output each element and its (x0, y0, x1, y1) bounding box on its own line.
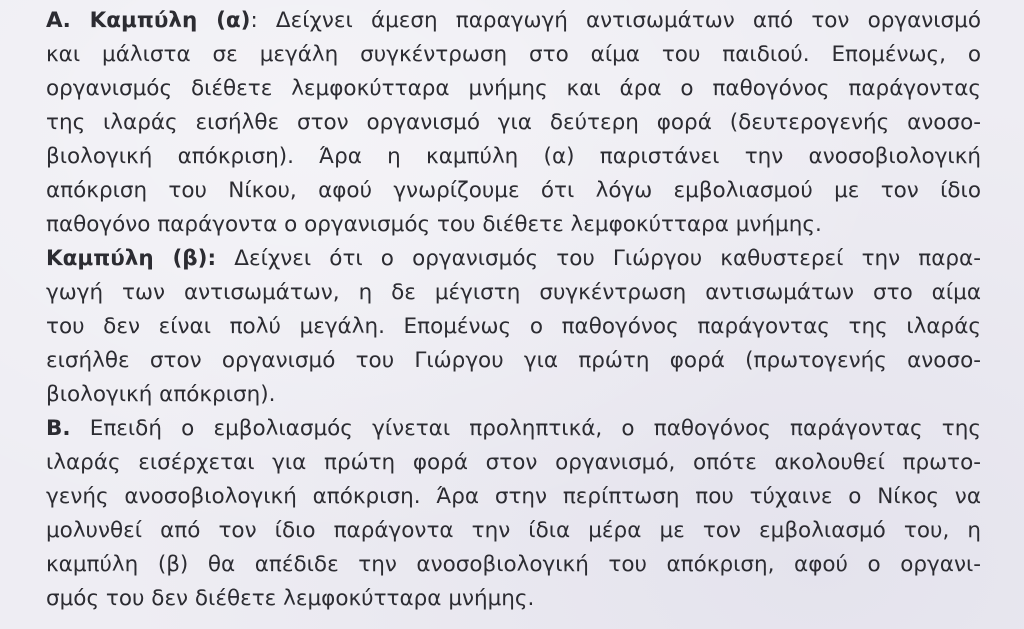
section-a-label: Α. Καμπύλη (α) (46, 8, 251, 33)
paragraph-a-line-2 (46, 38, 981, 72)
text-span: απόκριση του Νίκου, αφού γνωρίζουμε ότι λόγω εμβολιασμού με τον ίδιο (46, 178, 981, 203)
text-span: βιολογική απόκριση). (46, 382, 276, 407)
paragraph-curve-b-line-3 (46, 310, 981, 344)
paragraph-curve-b-line-5 (46, 378, 981, 412)
paragraph-curve-b-line-4 (46, 344, 981, 378)
text-span: παθογόνο παράγοντα ο οργανισμός του διέθετε λεμφοκύτταρα μνήμης. (46, 212, 822, 237)
section-b-label: Β. (46, 416, 71, 441)
paragraph-b-line-3 (46, 480, 981, 514)
text-span: και μάλιστα σε μεγάλη συγκέντρωση στο αίμα του παιδιού. Επομένως, ο (46, 42, 981, 67)
answer-text (46, 4, 981, 616)
paragraph-curve-b-line-1 (46, 242, 981, 276)
text-span: εισήλθε στον οργανισμό του Γιώργου για πρώτη φορά (πρωτογενής ανοσο- (46, 348, 981, 373)
paragraph-curve-b-line-2 (46, 276, 981, 310)
text-span: Δείχνει ότι ο οργανισμός του Γιώργου καθυστερεί την παρα- (216, 246, 981, 271)
text-span: γενής ανοσοβιολογική απόκριση. Άρα στην περίπτωση που τύχαινε ο Νίκος να (46, 484, 981, 509)
text-span: βιολογική απόκριση). Άρα η καμπύλη (α) παριστάνει την ανοσοβιολογική (46, 144, 981, 169)
text-span: μολυνθεί από τον ίδιο παράγοντα την ίδια μέρα με τον εμβολιασμό του, η (46, 518, 981, 543)
text-span: οργανισμός διέθετε λεμφοκύτταρα μνήμης και άρα ο παθογόνος παράγοντας (46, 76, 981, 101)
paragraph-b-line-5 (46, 548, 981, 582)
paragraph-b-line-4 (46, 514, 981, 548)
section-curve-b-label: Καμπύλη (β): (46, 246, 217, 271)
paragraph-a-line-3 (46, 72, 981, 106)
paragraph-a-line-7 (46, 208, 981, 242)
text-span: καμπύλη (β) θα απέδιδε την ανοσοβιολογική του απόκριση, αφού ο οργανι- (46, 552, 981, 577)
paragraph-b-line-2 (46, 446, 981, 480)
paragraph-a-line-4 (46, 106, 981, 140)
paragraph-b-line-6 (46, 582, 981, 616)
paragraph-a-line-1 (46, 4, 981, 38)
paragraph-a-line-6 (46, 174, 981, 208)
paragraph-b-line-1 (46, 412, 981, 446)
text-span: της ιλαράς εισήλθε στον οργανισμό για δεύτερη φορά (δευτερογενής ανοσο- (46, 110, 981, 135)
paragraph-a-line-5 (46, 140, 981, 174)
text-span: Επειδή ο εμβολιασμός γίνεται προληπτικά, ο παθογόνος παράγοντας της (70, 416, 981, 441)
text-span: του δεν είναι πολύ μεγάλη. Επομένως ο παθογόνος παράγοντας της ιλαράς (46, 314, 981, 339)
text-span: γωγή των αντισωμάτων, η δε μέγιστη συγκέντρωση αντισωμάτων στο αίμα (46, 280, 981, 305)
text-span: ιλαράς εισέρχεται για πρώτη φορά στον οργανισμό, οπότε ακολουθεί πρωτο- (46, 450, 981, 475)
section-a-colon: : (250, 8, 258, 33)
text-span: Δείχνει άμεση παραγωγή αντισωμάτων από τον οργανισμό (257, 8, 982, 33)
text-span: σμός του δεν διέθετε λεμφοκύτταρα μνήμης. (46, 586, 535, 611)
